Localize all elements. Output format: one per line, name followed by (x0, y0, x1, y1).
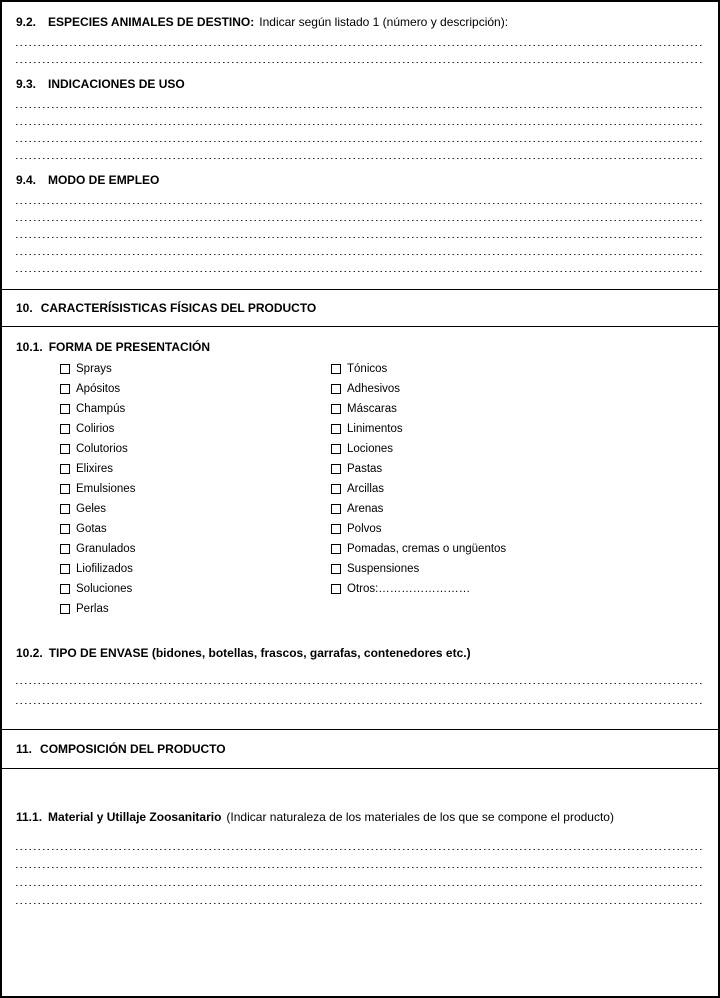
checkbox[interactable] (331, 564, 341, 574)
presentation-option (331, 519, 704, 539)
answer-line[interactable] (16, 49, 704, 66)
checkbox[interactable] (331, 464, 341, 474)
presentation-option (60, 419, 331, 439)
checkbox[interactable] (331, 584, 341, 594)
checkbox[interactable] (331, 424, 341, 434)
presentation-option (60, 499, 331, 519)
presentation-option (331, 419, 704, 439)
checkbox-label: Polvos (347, 523, 382, 535)
presentation-option (60, 479, 331, 499)
section-9-2-title: ESPECIES ANIMALES DE DESTINO: (48, 15, 255, 29)
checkbox-label: Suspensiones (347, 563, 420, 575)
checkbox[interactable] (60, 484, 70, 494)
checkbox-label: Colirios (76, 423, 115, 435)
checkbox[interactable] (60, 444, 70, 454)
checkbox[interactable] (60, 604, 70, 614)
section-10-1-heading (16, 339, 704, 355)
checkbox[interactable] (60, 504, 70, 514)
checkbox-label: Soluciones (76, 583, 133, 595)
checkbox-label: Champús (76, 403, 126, 415)
checkbox[interactable] (60, 384, 70, 394)
answer-lines-9-3 (16, 94, 704, 162)
section-10-2-title: TIPO DE ENVASE (bidones, botellas, frascos, garrafas, contenedores etc.) (48, 646, 471, 660)
checkbox[interactable] (331, 444, 341, 454)
checkbox[interactable] (331, 544, 341, 554)
section-10-2-number: 10.2. (16, 646, 43, 660)
section-9-4 (2, 172, 718, 275)
presentation-option (331, 459, 704, 479)
section-10-title: CARACTERÍSISTICAS FÍSICAS DEL PRODUCTO (40, 301, 317, 315)
checkbox-label: Geles (76, 503, 107, 515)
section-11-number: 11. (16, 742, 33, 756)
checkbox[interactable] (331, 404, 341, 414)
answer-line[interactable] (16, 835, 704, 853)
section-9-2-subtitle: Indicar según listado 1 (número y descripción): (259, 15, 509, 29)
presentation-option (331, 439, 704, 459)
checkbox[interactable] (60, 564, 70, 574)
answer-line[interactable] (16, 145, 704, 162)
presentation-column-right (331, 359, 704, 619)
section-11-1 (2, 809, 718, 907)
section-10-number: 10. (16, 301, 33, 315)
presentation-option (331, 499, 704, 519)
answer-lines-9-4 (16, 190, 704, 275)
checkbox-label: Otros:…………………… (347, 583, 471, 595)
checkbox[interactable] (60, 404, 70, 414)
presentation-options (16, 359, 704, 619)
presentation-option (60, 359, 331, 379)
checkbox-label: Emulsiones (76, 483, 136, 495)
presentation-option (331, 379, 704, 399)
section-11-1-title: Material y Utillaje Zoosanitario (48, 810, 222, 824)
section-9-4-number: 9.4. (16, 173, 37, 187)
section-10-1-number: 10.1. (16, 340, 43, 354)
checkbox-label: Liofilizados (76, 563, 133, 575)
answer-line[interactable] (16, 889, 704, 907)
answer-line[interactable] (16, 128, 704, 145)
answer-line[interactable] (16, 32, 704, 49)
checkbox[interactable] (60, 464, 70, 474)
section-10-2 (2, 645, 718, 707)
presentation-option (60, 519, 331, 539)
presentation-option (60, 399, 331, 419)
checkbox-label: Adhesivos (347, 383, 401, 395)
section-11-heading (16, 741, 704, 757)
answer-line[interactable] (16, 258, 704, 275)
checkbox[interactable] (331, 504, 341, 514)
checkbox[interactable] (331, 364, 341, 374)
answer-line[interactable] (16, 111, 704, 128)
answer-lines-9-2 (16, 32, 704, 66)
presentation-option (60, 579, 331, 599)
section-9-3-title: INDICACIONES DE USO (48, 77, 185, 91)
checkbox-label: Gotas (76, 523, 107, 535)
section-9-3-heading (16, 76, 704, 92)
answer-line[interactable] (16, 667, 704, 687)
checkbox-label: Apósitos (76, 383, 121, 395)
checkbox-label: Elixires (76, 463, 114, 475)
answer-line[interactable] (16, 207, 704, 224)
answer-line[interactable] (16, 94, 704, 111)
checkbox-label: Perlas (76, 603, 109, 615)
presentation-option (331, 479, 704, 499)
answer-line[interactable] (16, 871, 704, 889)
section-9-4-title: MODO DE EMPLEO (48, 173, 160, 187)
presentation-option (331, 359, 704, 379)
checkbox-label: Tónicos (347, 363, 388, 375)
checkbox-label: Lociones (347, 443, 394, 455)
section-11-1-subtitle: (Indicar naturaleza de los materiales de los que se compone el producto) (226, 810, 614, 824)
checkbox[interactable] (60, 584, 70, 594)
checkbox-label: Linimentos (347, 423, 403, 435)
presentation-option (331, 399, 704, 419)
checkbox-label: Granulados (76, 543, 136, 555)
checkbox[interactable] (60, 364, 70, 374)
answer-line[interactable] (16, 853, 704, 871)
section-11-1-heading (16, 809, 704, 825)
answer-line[interactable] (16, 190, 704, 207)
checkbox-label: Pastas (347, 463, 383, 475)
checkbox-label: Arcillas (347, 483, 385, 495)
presentation-option (60, 379, 331, 399)
section-11-1-number: 11.1. (16, 810, 43, 824)
checkbox-label: Sprays (76, 363, 112, 375)
section-9-2-heading (16, 2, 704, 30)
section-11-banner (2, 729, 718, 769)
presentation-option (60, 459, 331, 479)
presentation-option (60, 439, 331, 459)
section-10-banner (2, 289, 718, 327)
presentation-column-left (60, 359, 331, 619)
section-9-2-number: 9.2. (16, 15, 37, 29)
presentation-option (331, 579, 704, 599)
checkbox-label: Pomadas, cremas o ungüentos (347, 543, 507, 555)
section-10-2-heading (16, 645, 704, 661)
answer-line[interactable] (16, 224, 704, 241)
presentation-option (60, 539, 331, 559)
presentation-option (331, 559, 704, 579)
section-9-4-heading (16, 172, 704, 188)
answer-lines-10-2 (16, 667, 704, 707)
answer-line[interactable] (16, 687, 704, 707)
checkbox[interactable] (60, 544, 70, 554)
presentation-option (60, 559, 331, 579)
checkbox[interactable] (60, 524, 70, 534)
section-10-1-title: FORMA DE PRESENTACIÓN (48, 340, 211, 354)
answer-lines-11-1 (16, 835, 704, 907)
answer-line[interactable] (16, 241, 704, 258)
presentation-option (331, 539, 704, 559)
checkbox-label: Máscaras (347, 403, 397, 415)
section-9-2 (2, 2, 718, 66)
checkbox[interactable] (331, 384, 341, 394)
section-10-1 (2, 339, 718, 619)
checkbox[interactable] (60, 424, 70, 434)
section-11-title: COMPOSICIÓN DEL PRODUCTO (40, 742, 226, 756)
checkbox-label: Arenas (347, 503, 384, 515)
checkbox[interactable] (331, 484, 341, 494)
checkbox-label: Colutorios (76, 443, 128, 455)
section-9-3-number: 9.3. (16, 77, 37, 91)
presentation-option (60, 599, 331, 619)
section-10-heading (16, 300, 704, 316)
checkbox[interactable] (331, 524, 341, 534)
section-9-3 (2, 76, 718, 162)
